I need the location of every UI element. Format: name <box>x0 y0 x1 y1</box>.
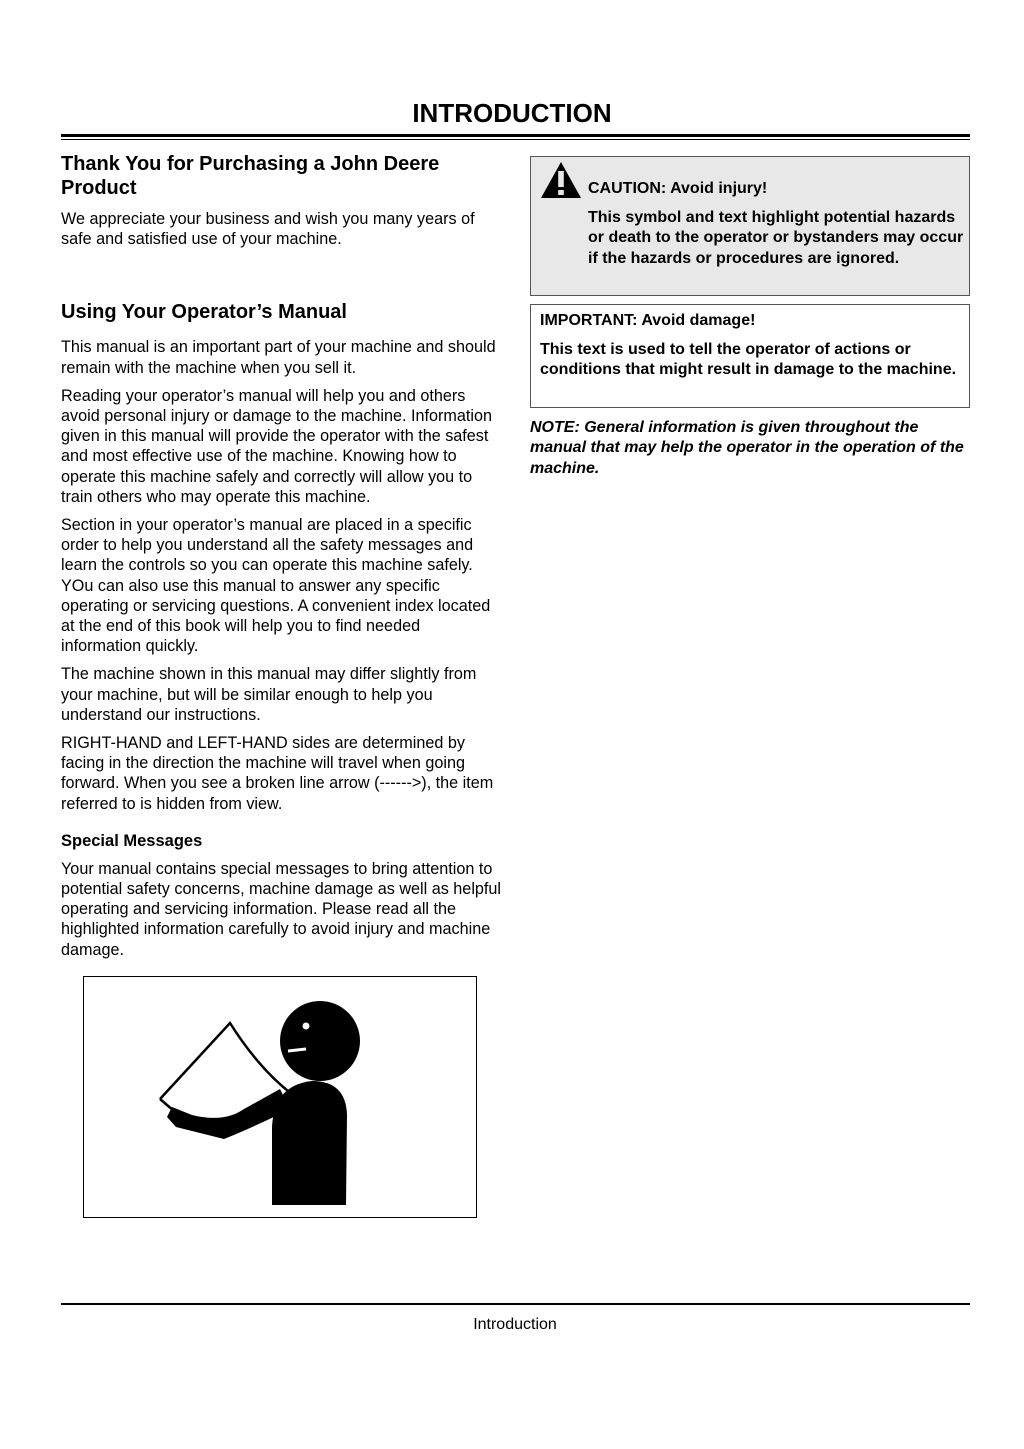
footer-label: Introduction <box>473 1316 557 1333</box>
note-text: NOTE: General information is given throughout the manual that may help the operator in the operation of the machine. <box>530 419 964 477</box>
person-reading-manual-icon <box>84 977 475 1216</box>
manual-paragraph-3: Section in your operator’s manual are placed in a specific order to help you understand all the safety messages and learn the controls so you can operate this machine safely. YOu can also use this manual to answer any specific operating or servicing questions. A convenient index located at the end of this book will help you to find needed information quickly. <box>61 516 491 656</box>
thanks-body: We appreciate your business and wish you many years of safe and satisfied use of your machine. <box>61 210 475 249</box>
thanks-heading: Thank You for Purchasing a John Deere Product <box>61 153 440 199</box>
figure-box <box>83 976 477 1218</box>
page-title: INTRODUCTION <box>412 98 612 128</box>
manual-heading: Using Your Operator’s Manual <box>61 301 347 324</box>
left-column <box>61 152 503 960</box>
warning-triangle-icon <box>540 161 582 199</box>
right-column <box>530 156 970 479</box>
special-messages-heading: Special Messages <box>61 831 203 850</box>
title-rule-thin <box>61 139 970 140</box>
caution-body: This symbol and text highlight potential hazards or death to the operator or bystanders may occur if the hazards or procedures are ignored. <box>588 209 964 267</box>
important-body: This text is used to tell the operator of actions or conditions that might result in damage to the machine. <box>540 341 957 379</box>
manual-paragraph-1: This manual is an important part of your machine and should remain with the machine when you sell it. <box>61 338 496 377</box>
caution-heading: CAUTION: Avoid injury! <box>588 180 768 197</box>
manual-paragraph-4: The machine shown in this manual may differ slightly from your machine, but will be similar enough to help you understand our instructions. <box>61 665 477 724</box>
important-box <box>530 304 970 408</box>
caution-box <box>530 156 970 296</box>
manual-paragraph-2: Reading your operator’s manual will help you and others avoid personal injury or damage to the machine. Information given in this manual will provide the operator with the safest and most effective use of the machine. Knowing how to operate this machine safely and correctly will allow you to train others who may operate this machine. <box>61 386 493 506</box>
title-rule-thick <box>61 134 970 137</box>
special-messages-body: Your manual contains special messages to bring attention to potential safety concerns, machine damage as well as helpful operating and servicing information. Please read all the highlighted information carefully to avoid injury and machine damage. <box>61 859 502 959</box>
manual-paragraph-5: RIGHT-HAND and LEFT-HAND sides are determined by facing in the direction the machine will travel when going forward. When you see a broken line arrow (------>), the item referred to is hidden from view. <box>61 734 494 813</box>
footer-rule <box>61 1303 970 1305</box>
important-heading: IMPORTANT: Avoid damage! <box>540 312 756 329</box>
